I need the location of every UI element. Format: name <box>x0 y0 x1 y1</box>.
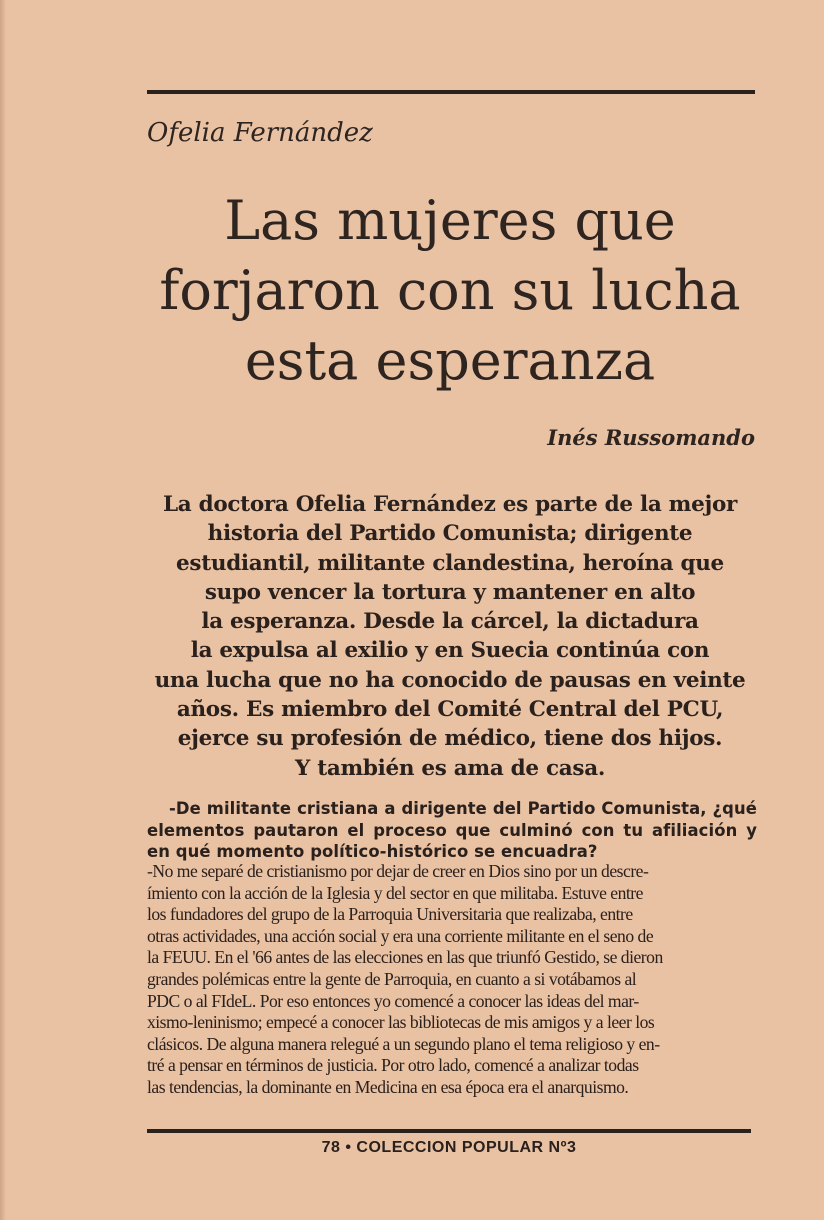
lede-line: ejerce su profesión de médico, tiene dos hijos. <box>177 726 723 752</box>
answer-line: la FEUU. En el '66 antes de las elecciones en las que triunfó Gestido, se dieron <box>147 947 663 968</box>
lede-line: supo vencer la tortura y mantener en alto <box>204 579 696 605</box>
lede-line: estudiantil, militante clandestina, heroína que <box>176 550 724 576</box>
interview-answer <box>147 861 753 1099</box>
title-line: esta esperanza <box>244 329 656 392</box>
interview-question: -De militante cristiana a dirigente del Partido Comunista, ¿qué elementos pautaron el proceso que culminó con tu afiliación y en qué momento político-histórico se encuadra? <box>147 799 757 861</box>
lede-line: Y también es ama de casa. <box>294 755 606 781</box>
answer-line: xismo-leninismo; empecé a conocer las bibliotecas de mis amigos y a leer los <box>147 1012 655 1033</box>
lede-line: la esperanza. Desde la cárcel, la dictadura <box>201 609 699 635</box>
lede-line: una lucha que no ha conocido de pausas en veinte <box>154 667 746 693</box>
article-byline: Inés Russomando <box>547 425 755 450</box>
answer-line: -No me separé de cristianismo por dejar de creer en Dios sino por un descre- <box>147 861 649 881</box>
page-footer: 78 • COLECCION POPULAR Nº3 <box>321 1139 577 1156</box>
answer-line: PDC o al FIdeL. Por eso entonces yo comencé a conocer las ideas del mar- <box>147 990 639 1011</box>
article-lede <box>150 490 750 783</box>
answer-line: tré a pensar en términos de justicia. Por otro lado, comencé a analizar todas <box>147 1055 639 1076</box>
title-line: forjaron con su lucha <box>159 259 741 322</box>
lede-line: La doctora Ofelia Fernández es parte de la mejor <box>162 492 738 517</box>
answer-line: otras actividades, una acción social y era una corriente militante en el seno de <box>147 925 654 946</box>
answer-line: clásicos. De alguna manera relegué a un segundo plano el tema religioso y en- <box>147 1033 660 1054</box>
bottom-rule <box>147 1129 751 1133</box>
answer-line: las tendencias, la dominante en Medicina en esa época era el anarquismo. <box>147 1076 629 1097</box>
title-line: Las mujeres que <box>224 189 676 252</box>
lede-line: historia del Partido Comunista; dirigente <box>207 521 693 547</box>
answer-line: los fundadores del grupo de la Parroquia Universitaria que realizaba, entre <box>147 904 633 925</box>
section-author: Ofelia Fernández <box>147 118 373 148</box>
page-edge-shadow <box>0 0 6 1220</box>
article-title <box>140 186 760 396</box>
lede-line: la expulsa al exilio y en Suecia continúa con <box>190 638 710 664</box>
answer-line: grandes polémicas entre la gente de Parroquia, en cuanto a si votábamos al <box>147 968 637 989</box>
top-rule <box>147 90 755 94</box>
answer-line: ímiento con la acción de la Iglesia y del sector en que militaba. Estuve entre <box>147 882 643 903</box>
lede-line: años. Es miembro del Comité Central del PCU, <box>176 697 724 723</box>
